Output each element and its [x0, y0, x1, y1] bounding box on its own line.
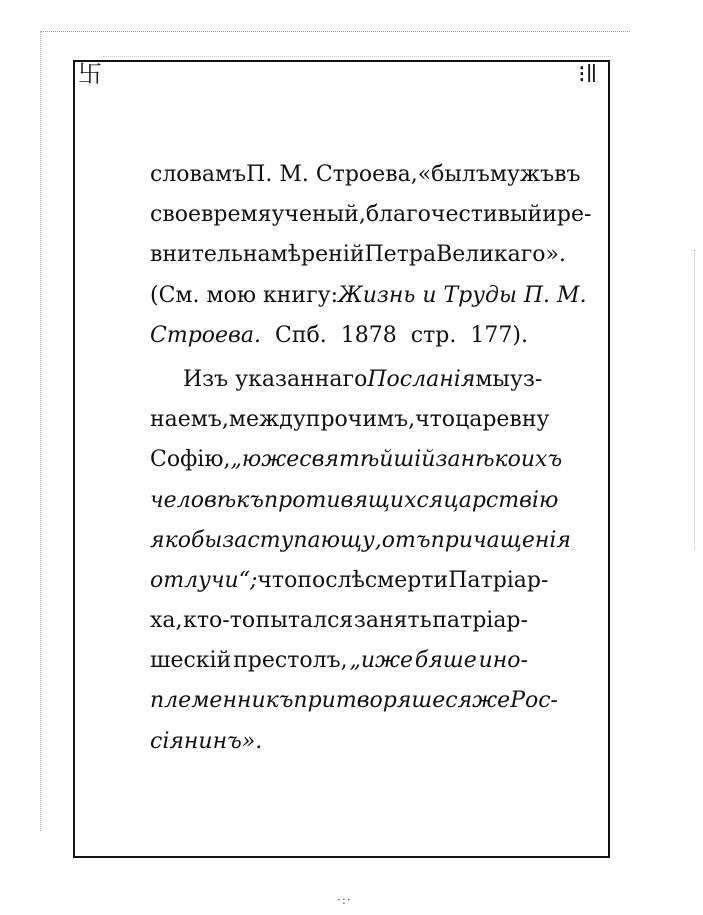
text-line: шескій престолъ, „иже бяше ино- — [150, 648, 528, 674]
text-line: Строева. Спб. 1878 стр. 177). — [150, 316, 528, 356]
scan-dotted-border-top — [40, 31, 630, 32]
text-line: ха, кто-то пытался занять патріар- — [150, 608, 528, 634]
text-line: словамъ П. М. Строева, «былъ мужъ въ — [150, 162, 581, 187]
text-line: отлучи“; что послѣ смерти Патріар- — [150, 567, 549, 593]
text-line: наемъ, между прочимъ, что царевну — [150, 407, 550, 433]
scan-dotted-border-inner — [103, 56, 613, 57]
corner-ornament-left: 卐 — [78, 60, 102, 88]
book-title-italic: Строева. — [150, 322, 261, 348]
page-text — [150, 155, 592, 762]
text-line: (См. мою книгу: Жизнь и Труды П. М. — [150, 276, 528, 316]
text-line: Софію, „юже святѣйшій за нѣкоихъ — [150, 447, 563, 473]
text-line: Изъ указаннаго Посланія мы уз- — [150, 360, 528, 400]
text-line: племенникъ притворяшеся же Рос- — [150, 688, 558, 714]
text-line: якобы заступающу, отъ причащенія — [150, 527, 571, 553]
corner-ornament-right: ⁝ǁ — [578, 60, 598, 88]
scan-dotted-border-left — [40, 31, 41, 831]
epistle-title-italic: Посланія — [367, 366, 476, 392]
scan-dotted-border-right — [694, 250, 695, 550]
text-line: внитель намѣреній Петра Великаго». — [150, 242, 566, 268]
book-title-italic: Жизнь и Труды П. М. — [337, 282, 587, 308]
text-line: сіянинъ». — [150, 728, 263, 754]
text-line: человѣкъ противящихся царствію — [150, 487, 559, 513]
text-line: свое время ученый, благочестивый и ре- — [150, 202, 592, 228]
bottom-speck: ·:· — [337, 893, 352, 907]
